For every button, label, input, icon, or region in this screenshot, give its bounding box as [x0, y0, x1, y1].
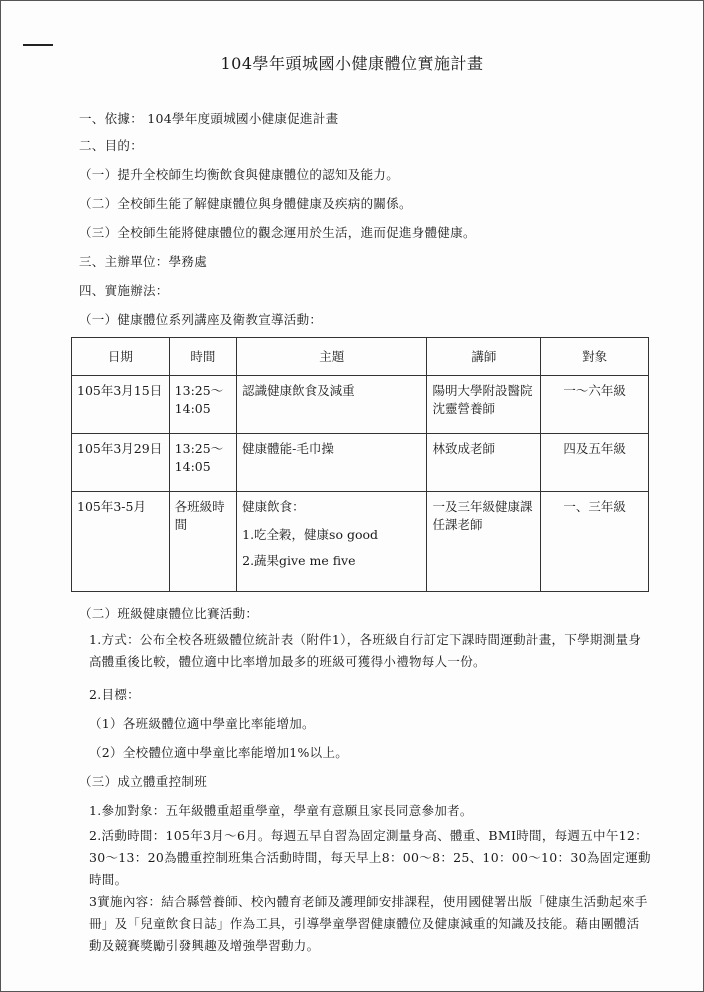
purpose-item: （一）提升全校師生均衡飲食與健康體位的認知及能力。	[79, 167, 400, 182]
schedule-table	[71, 337, 649, 592]
part-two-heading: （二）班級健康體位比賽活動：	[79, 606, 259, 621]
part-three-item: 1.參加對象：五年級體重超重學童，學童有意願且家長同意參加者。	[89, 803, 473, 818]
purpose-heading: 二、目的：	[79, 138, 144, 153]
header-lecturer: 講師	[427, 338, 541, 376]
cell-topic: 認識健康飲食及減重	[237, 376, 427, 434]
method-heading: 四、實施辦法：	[79, 283, 169, 298]
goal-item: （2）全校體位適中學童比率能增加1%以上。	[89, 745, 349, 760]
cell-topic: 健康體能-毛巾操	[237, 434, 427, 492]
cell-date: 105年3月15日	[72, 376, 170, 434]
table-row	[72, 434, 649, 492]
cell-time: 13:25～14:05	[169, 434, 236, 492]
cell-lecturer: 陽明大學附設醫院沈靈營養師	[427, 376, 541, 434]
table-row	[72, 376, 649, 434]
method-one-heading: （一）健康體位系列講座及衛教宣導活動：	[79, 312, 323, 327]
organizer-line: 三、主辦單位：學務處	[79, 254, 208, 269]
topic-line: 健康飲食：	[242, 499, 305, 514]
basis-line: 一、依據： 104學年度頭城國小健康促進計畫	[79, 111, 339, 126]
purpose-item: （二）全校師生能了解健康體位與身體健康及疾病的關係。	[79, 196, 412, 211]
table-row	[72, 492, 649, 592]
cell-date: 105年3月29日	[72, 434, 170, 492]
part-three-item: 3實施內容：結合縣營養師、校內體育老師及護理師安排課程，使用國健署出版「健康生活動起來手冊」及「兒童飲食日誌」作為工具，引導學童學習健康體位及健康減重的知識及技能。藉由團體活動及競賽獎勵引發興趣及增強學習動力。	[89, 894, 648, 953]
part-three-heading: （三）成立體重控制班	[79, 774, 208, 789]
document-title: 104學年頭城國小健康體位實施計畫	[220, 54, 484, 73]
header-date: 日期	[72, 338, 170, 376]
part-three-item: 2.活動時間：105年3月～6月。每週五早自習為固定測量身高、體重、BMI時間，每週五中午12：30～13：20為體重控制班集合活動時間，每天早上8：00～8：25、10：00～10：30為固定運動時間。	[89, 828, 651, 887]
cell-time: 13:25～14:05	[169, 376, 236, 434]
cell-topic	[237, 492, 427, 592]
cell-target: 一、三年級	[541, 492, 649, 592]
purpose-item: （三）全校師生能將健康體位的觀念運用於生活，進而促進身體健康。	[79, 225, 476, 240]
header-topic: 主題	[237, 338, 427, 376]
topic-line: 1.吃全穀，健康so good	[242, 527, 379, 542]
cell-target: 四及五年級	[541, 434, 649, 492]
corner-dash-mark	[23, 44, 53, 46]
header-time: 時間	[169, 338, 236, 376]
topic-line: 2.蔬果give me five	[242, 553, 356, 568]
part-two-item: 2.目標：	[89, 687, 140, 702]
cell-time: 各班級時間	[169, 492, 236, 592]
table-header-row	[72, 338, 649, 376]
cell-lecturer: 一及三年級健康課任課老師	[427, 492, 541, 592]
part-two-item: 1.方式：公布全校各班級體位統計表（附件1），各班級自行訂定下課時間運動計畫，下學期測量身高體重後比較，體位適中比率增加最多的班級可獲得小禮物每人一份。	[89, 632, 642, 669]
cell-target: 一～六年級	[541, 376, 649, 434]
header-target: 對象	[541, 338, 649, 376]
cell-date: 105年3-5月	[72, 492, 170, 592]
goal-item: （1）各班級體位適中學童比率能增加。	[89, 716, 315, 731]
cell-lecturer: 林致成老師	[427, 434, 541, 492]
